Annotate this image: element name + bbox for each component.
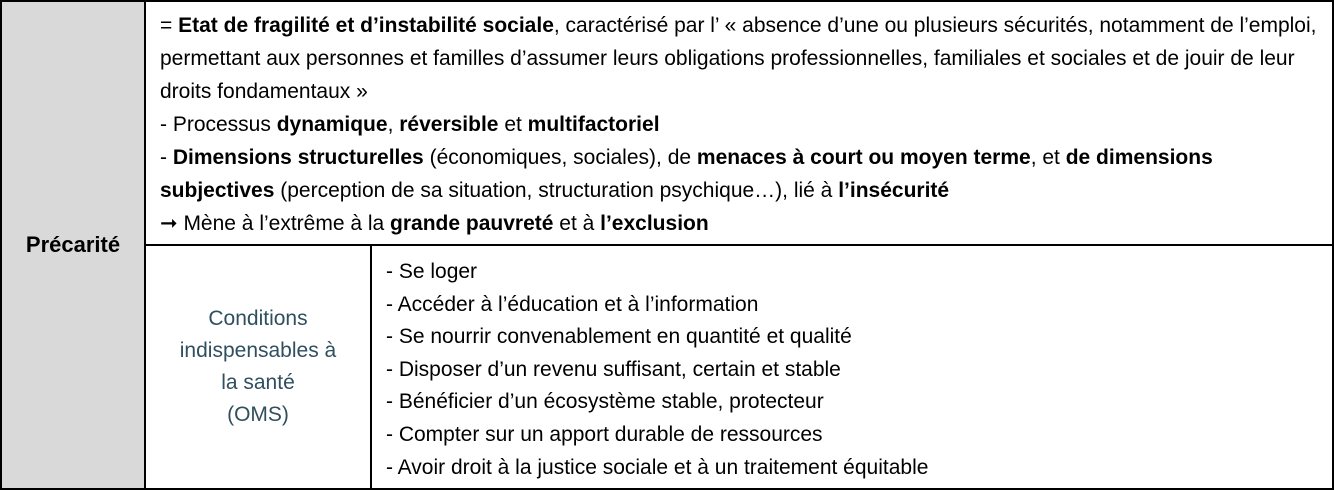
conditions-list-cell xyxy=(370,244,1334,490)
list-item: - Bénéficier d’un écosystème stable, protecteur xyxy=(386,390,824,414)
conditions-label-cell xyxy=(144,244,372,490)
list-item: - Disposer d’un revenu suffisant, certain et stable xyxy=(386,357,841,381)
term-label: Précarité xyxy=(25,232,121,257)
conditions-label: Conditions indispensables à la santé (OMS) xyxy=(179,307,337,426)
term-cell xyxy=(0,0,146,490)
definition-keyword: Etat de fragilité et d’instabilité sociale xyxy=(178,14,554,37)
list-item: - Avoir droit à la justice sociale et à un traitement équitable xyxy=(386,455,929,479)
definition-process: - Processus dynamique, réversible et multifactoriel xyxy=(160,113,660,136)
list-item: - Accéder à l’éducation et à l’information xyxy=(386,292,759,316)
list-item: - Se loger xyxy=(386,260,478,283)
conditions-list xyxy=(386,256,1320,484)
definition-main xyxy=(160,9,1320,108)
definition-dimensions: - Dimensions structurelles (économiques, sociales), de menaces à court ou moyen terme, et de dimensions subjectives (perception de sa situation, structuration psychique…), lié à l’insécurité xyxy=(160,146,1213,202)
arrow-icon: ➞ xyxy=(160,212,178,235)
definition-consequence: ➞ Mène à l’extrême à la grande pauvreté et à l’exclusion xyxy=(160,212,709,235)
definition-cell xyxy=(144,0,1334,246)
definition-text: , caractérisé par l’ « absence d’une ou plusieurs sécurités, notamment de l’emploi, permettant aux personnes et familles d’assumer leurs obligations professionnelles, familiales et sociales et de jouir de leur droits fondamentaux » xyxy=(160,14,1317,103)
definition-prefix: = xyxy=(160,14,179,37)
list-item: - Compter sur un apport durable de ressources xyxy=(386,422,823,446)
list-item: - Se nourrir convenablement en quantité et qualité xyxy=(386,325,852,349)
